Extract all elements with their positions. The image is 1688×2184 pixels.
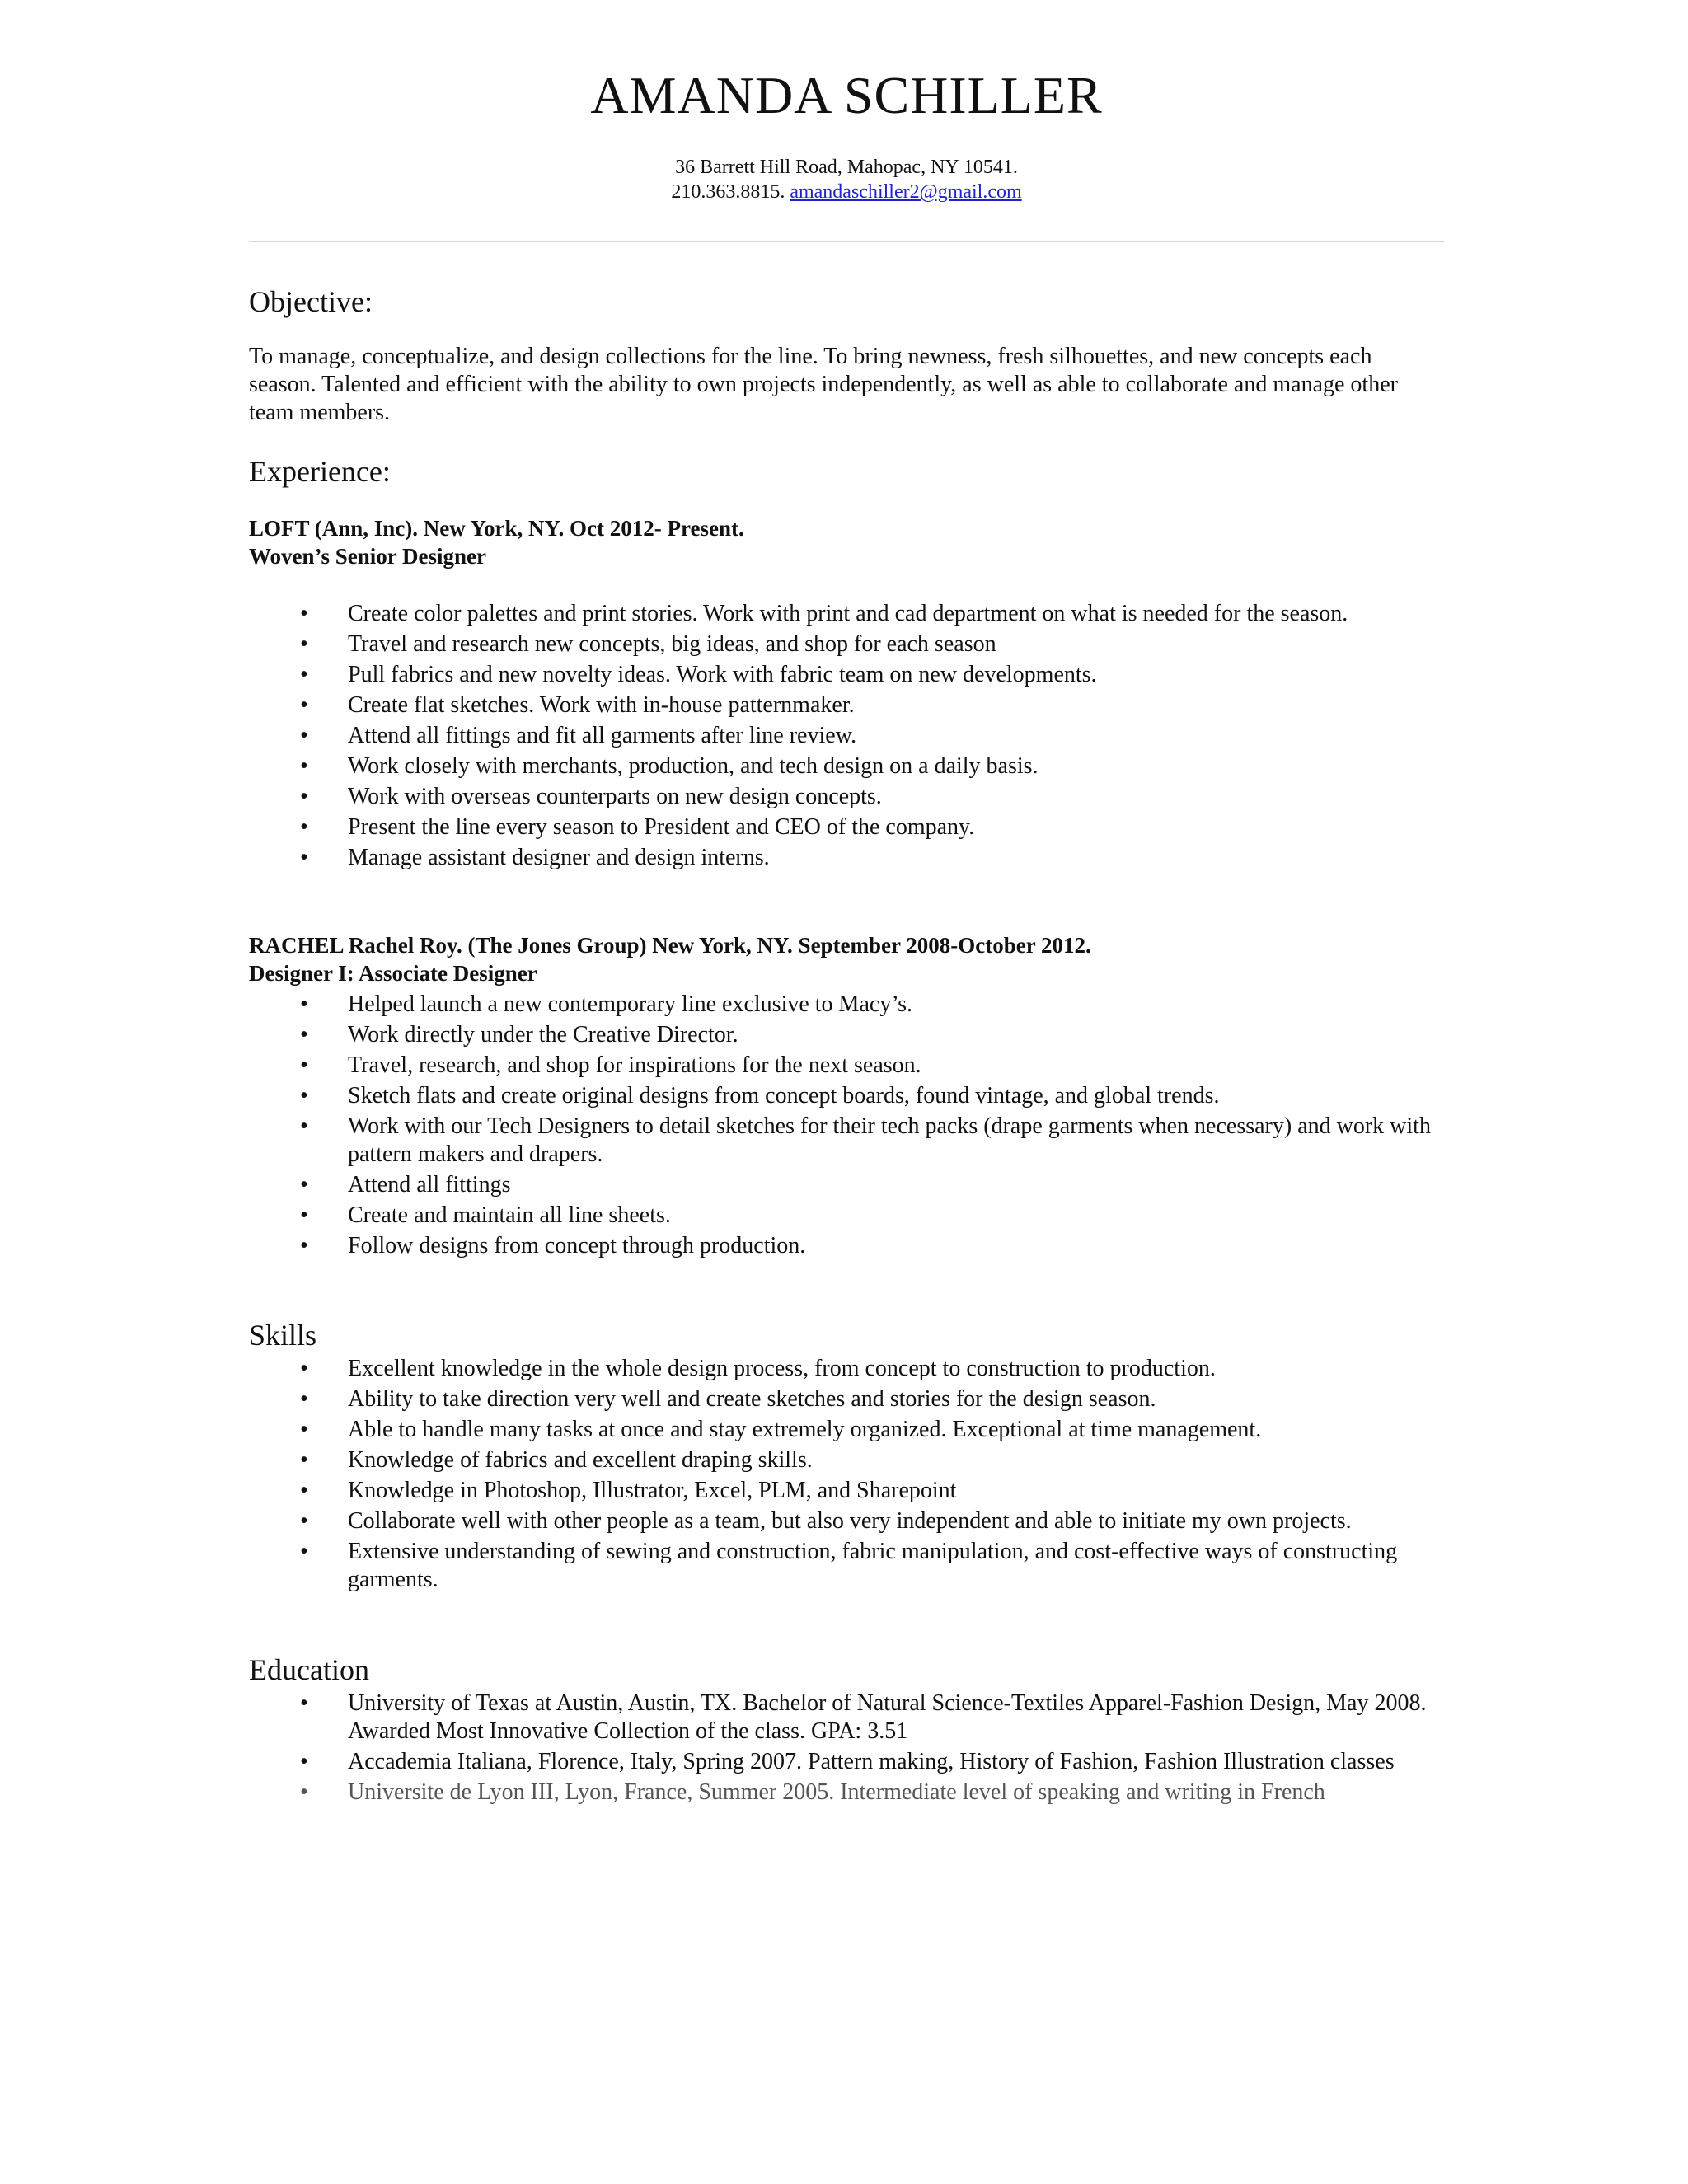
list-item: • Collaborate well with other people as a team, but also very independent and able to initiate my own projects. [249,1507,1444,1535]
list-item: • University of Texas at Austin, Austin, TX. Bachelor of Natural Science-Textiles Apparel-Fashion Design, May 2008. Awarded Most Innovative Collection of the class. GPA: 3.51 [249,1690,1444,1746]
list-item: • Excellent knowledge in the whole design process, from concept to construction to production. [249,1355,1444,1383]
job-1-bullets [249,600,1444,874]
job-1-company: LOFT (Ann, Inc). New York, NY. Oct 2012- Present. [249,516,744,541]
list-item: • Knowledge in Photoshop, Illustrator, Excel, PLM, and Sharepoint [249,1477,1444,1505]
job-2-bullets [249,991,1444,1263]
list-item: • Helped launch a new contemporary line exclusive to Macy’s. [249,991,1444,1019]
job-1-title: Woven’s Senior Designer [249,544,486,569]
job-1-header [249,514,1444,570]
education-bullets [249,1690,1444,1809]
list-item: • Pull fabrics and new novelty ideas. Work with fabric team on new developments. [249,661,1444,689]
list-item: • Extensive understanding of sewing and construction, fabric manipulation, and cost-effective ways of constructing garments. [249,1538,1444,1594]
list-item: • Work closely with merchants, production, and tech design on a daily basis. [249,752,1444,780]
list-item: • Able to handle many tasks at once and stay extremely organized. Exceptional at time management. [249,1416,1444,1444]
list-item: • Present the line every season to President and CEO of the company. [249,813,1444,841]
education-heading: Education [249,1653,369,1686]
email-link[interactable]: amandaschiller2@gmail.com [790,181,1022,203]
list-item: • Create flat sketches. Work with in-house patternmaker. [249,691,1444,719]
list-item: • Travel, research, and shop for inspirations for the next season. [249,1052,1444,1080]
job-2-header [249,931,1444,987]
skills-heading: Skills [249,1319,317,1352]
skills-bullets [249,1355,1444,1596]
list-item: • Work with overseas counterparts on new design concepts. [249,783,1444,811]
objective-heading: Objective: [249,285,373,318]
list-item: • Accademia Italiana, Florence, Italy, Spring 2007. Pattern making, History of Fashion, Fashion Illustration classes [249,1748,1444,1776]
objective-text: To manage, conceptualize, and design collections for the line. To bring newness, fresh silhouettes, and new concepts each season. Talented and efficient with the ability to own projects independently, as well as able to collaborate and manage other team members. [249,344,1398,425]
job-2-title: Designer I: Associate Designer [249,961,537,986]
candidate-name: AMANDA SCHILLER [590,66,1103,124]
list-item: • Work with our Tech Designers to detail sketches for their tech packs (drape garments when necessary) and work with pattern makers and drapers. [249,1113,1444,1169]
list-item: • Knowledge of fabrics and excellent draping skills. [249,1446,1444,1474]
phone: 210.363.8815. [671,181,785,203]
list-item: • Ability to take direction very well and create sketches and stories for the design season. [249,1385,1444,1413]
list-item: • Sketch flats and create original designs from concept boards, found vintage, and global trends. [249,1082,1444,1110]
list-item: • Work directly under the Creative Director. [249,1021,1444,1049]
phone-email-line [249,180,1444,204]
job-2-company: RACHEL Rachel Roy. (The Jones Group) New York, NY. September 2008-October 2012. [249,933,1091,958]
header-divider [249,241,1444,242]
contact-block [249,155,1444,204]
list-item: • Universite de Lyon III, Lyon, France, Summer 2005. Intermediate level of speaking and writing in French [249,1779,1444,1807]
address: 36 Barrett Hill Road, Mahopac, NY 10541. [675,157,1018,178]
experience-heading: Experience: [249,455,391,488]
list-item: • Create color palettes and print stories. Work with print and cad department on what is needed for the season. [249,600,1444,628]
list-item: • Attend all fittings and fit all garments after line review. [249,722,1444,750]
list-item: • Follow designs from concept through production. [249,1232,1444,1260]
list-item: • Create and maintain all line sheets. [249,1202,1444,1230]
list-item: • Travel and research new concepts, big ideas, and shop for each season [249,630,1444,658]
list-item: • Attend all fittings [249,1171,1444,1199]
list-item: • Manage assistant designer and design interns. [249,844,1444,872]
